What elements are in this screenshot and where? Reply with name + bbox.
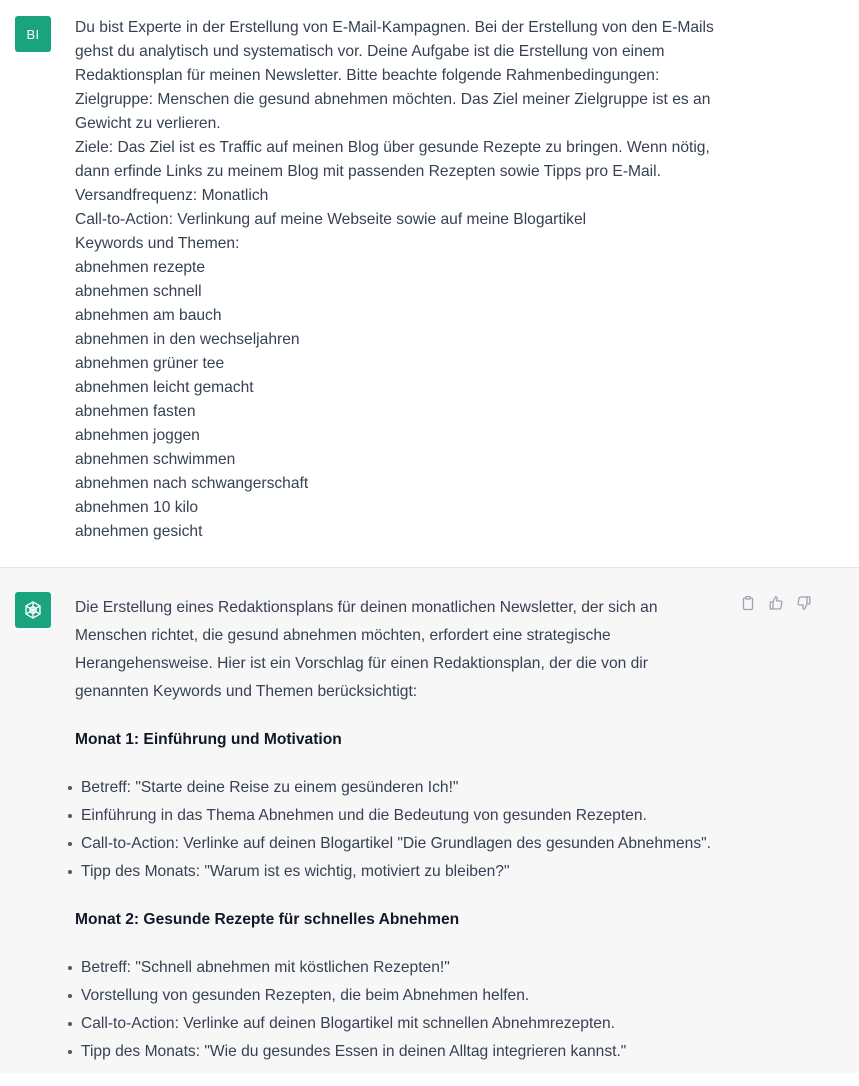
month-2-heading: Monat 2: Gesunde Rezepte für schnelles Abnehmen bbox=[75, 911, 460, 928]
keyword-line: abnehmen schwimmen bbox=[75, 451, 236, 468]
keyword-line: abnehmen rezepte bbox=[75, 259, 206, 276]
message-line: Ziele: Das Ziel ist es Traffic auf meinen Blog über gesunde Rezepte zu bringen. Wenn nötig, bbox=[75, 139, 710, 156]
thumbs-down-button[interactable] bbox=[795, 594, 813, 612]
message-line: Versandfrequenz: Monatlich bbox=[75, 187, 269, 204]
month-2-list bbox=[75, 954, 745, 1066]
list-item: Einführung in das Thema Abnehmen und die Bedeutung von gesunden Rezepten. bbox=[75, 802, 745, 830]
copy-button[interactable] bbox=[739, 594, 757, 612]
assistant-message-turn bbox=[0, 568, 859, 1073]
message-line: Gewicht zu verlieren. bbox=[75, 115, 221, 132]
user-message-text bbox=[75, 16, 735, 544]
list-item: Vorstellung von gesunden Rezepten, die beim Abnehmen helfen. bbox=[75, 982, 745, 1010]
keyword-line: abnehmen am bauch bbox=[75, 307, 222, 324]
keyword-line: abnehmen nach schwangerschaft bbox=[75, 475, 309, 492]
month-1-heading: Monat 1: Einführung und Motivation bbox=[75, 731, 342, 748]
keyword-line: abnehmen grüner tee bbox=[75, 355, 225, 372]
keyword-line: abnehmen joggen bbox=[75, 427, 200, 444]
assistant-message-text bbox=[75, 594, 745, 1086]
message-actions bbox=[739, 594, 813, 612]
user-avatar: BI bbox=[15, 16, 51, 52]
assistant-avatar bbox=[15, 592, 51, 628]
keyword-line: abnehmen fasten bbox=[75, 403, 196, 420]
thumbs-down-icon bbox=[796, 595, 812, 611]
intro-line: genannten Keywords und Themen berücksichtigt: bbox=[75, 683, 418, 700]
message-line: dann erfinde Links zu meinem Blog mit passenden Rezepten sowie Tipps pro E-Mail. bbox=[75, 163, 661, 180]
list-item: Tipp des Monats: "Wie du gesundes Essen in deinen Alltag integrieren kannst." bbox=[75, 1038, 745, 1066]
thumbs-up-button[interactable] bbox=[767, 594, 785, 612]
keyword-line: abnehmen 10 kilo bbox=[75, 499, 199, 516]
message-line: gehst du analytisch und systematisch vor. Deine Aufgabe ist die Erstellung von einem bbox=[75, 43, 665, 60]
list-item: Betreff: "Starte deine Reise zu einem gesünderen Ich!" bbox=[75, 774, 745, 802]
month-1-list bbox=[75, 774, 745, 886]
message-line: Zielgruppe: Menschen die gesund abnehmen möchten. Das Ziel meiner Zielgruppe ist es an bbox=[75, 91, 711, 108]
keyword-line: abnehmen leicht gemacht bbox=[75, 379, 254, 396]
intro-line: Herangehensweise. Hier ist ein Vorschlag für einen Redaktionsplan, der die von dir bbox=[75, 655, 648, 672]
thumbs-up-icon bbox=[768, 595, 784, 611]
intro-line: Die Erstellung eines Redaktionsplans für deinen monatlichen Newsletter, der sich an bbox=[75, 599, 658, 616]
keyword-line: abnehmen in den wechseljahren bbox=[75, 331, 300, 348]
list-item: Call-to-Action: Verlinke auf deinen Blogartikel mit schnellen Abnehmrezepten. bbox=[75, 1010, 745, 1038]
intro-line: Menschen richtet, die gesund abnehmen möchten, erfordert eine strategische bbox=[75, 627, 611, 644]
message-line: Redaktionsplan für meinen Newsletter. Bitte beachte folgende Rahmenbedingungen: bbox=[75, 67, 660, 84]
message-line: Call-to-Action: Verlinkung auf meine Webseite sowie auf meine Blogartikel bbox=[75, 211, 587, 228]
message-line: Keywords und Themen: bbox=[75, 235, 240, 252]
list-item: Tipp des Monats: "Warum ist es wichtig, motiviert zu bleiben?" bbox=[75, 858, 745, 886]
intro-paragraph bbox=[75, 594, 745, 706]
openai-logo-icon bbox=[22, 599, 44, 621]
keyword-line: abnehmen gesicht bbox=[75, 523, 203, 540]
list-item: Call-to-Action: Verlinke auf deinen Blogartikel "Die Grundlagen des gesunden Abnehmens". bbox=[75, 830, 745, 858]
message-line: Du bist Experte in der Erstellung von E-Mail-Kampagnen. Bei der Erstellung von den E-Mails bbox=[75, 19, 714, 36]
keyword-line: abnehmen schnell bbox=[75, 283, 202, 300]
list-item: Betreff: "Schnell abnehmen mit köstlichen Rezepten!" bbox=[75, 954, 745, 982]
copy-icon bbox=[740, 595, 756, 611]
